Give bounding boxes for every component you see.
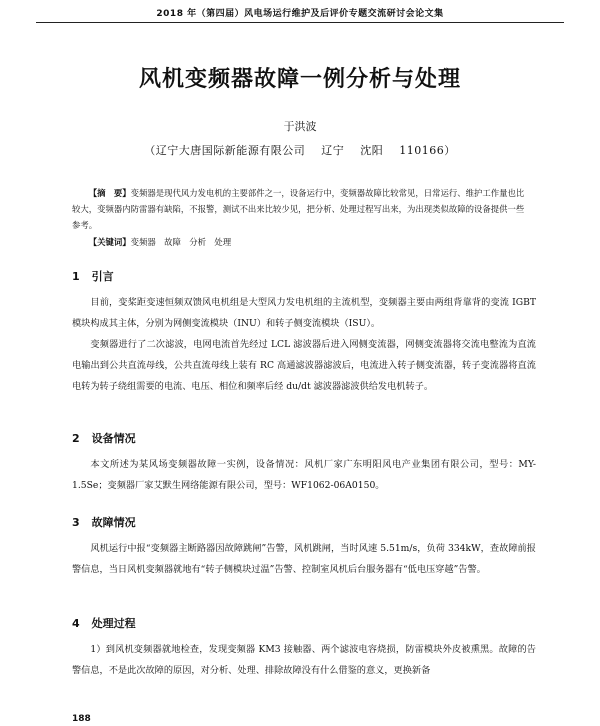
abstract-label: 【摘 要】 [88,188,131,198]
section-number: 3 [72,516,80,529]
paragraph: 1）到风机变频器就地检查，发现变频器 KM3 接触器、两个滤波电容烧损，防雷模块外皮被熏黑。故障的告警信息，不是此次故障的原因，对分析、处理、排除故障没有什么借鉴的意义，更换新备 [72,644,536,676]
keywords-text: 变频器 故障 分析 处理 [130,237,232,247]
paragraph: 目前，变桨距变速恒频双馈风电机组是大型风力发电机组的主流机型，变频器主要由两组背靠背的变流 IGBT 模块构成其主体，分别为网侧变流模块（INU）和转子侧变流模块（ISU）。 [72,297,536,329]
keywords [72,236,528,248]
paper-title: 风机变频器故障一例分析与处理 [138,67,461,92]
section-title: 设备情况 [91,432,136,445]
paragraph: 风机运行中报“变频器主断路器因故障跳闸”告警，风机跳闸，当时风速 5.51m/s，负荷 334kW，查故障前报警信息，当日风机变频器就地有“转子侧模块过温”告警、控制室风机后台服务器有“低电压穿越”告警。 [72,543,536,575]
section-heading [72,268,114,284]
section-title: 引言 [91,270,114,283]
section-number: 1 [72,270,80,283]
abstract-text: 变频器是现代风力发电机的主要部件之一，设备运行中，变频器故障比较常见，日常运行、维护工作量也比较大，变频器内防雷器有缺陷，不报警，测试不出来比较少见，把分析、处理过程写出来，为出现类似故障的设备提供一些参考。 [72,188,525,230]
affiliation [0,142,600,158]
section-number: 2 [72,432,80,445]
section-heading [72,514,136,530]
affiliation-city: 沈阳 [360,144,384,157]
abstract [72,185,528,233]
paragraph: 本文所述为某风场变频器故障一实例，设备情况：风机厂家广东明阳风电产业集团有限公司，型号：MY-1.5Se；变频器厂家艾默生网络能源有限公司，型号：WF1062-06A0150。 [72,459,536,491]
running-header: 2018 年（第四届）风电场运行维护及后评价专题交流研讨会论文集 [36,6,564,23]
page-number: 188 [72,714,91,724]
section-heading [72,430,136,446]
affiliation-org: （辽宁大唐国际新能源有限公司 [144,144,306,157]
author-name: 于洪波 [283,120,317,133]
keywords-label: 【关键词】 [88,237,131,247]
affiliation-province: 辽宁 [321,144,345,157]
paragraph: 变频器进行了二次滤波，电网电流首先经过 LCL 滤波器后进入网侧变流器，网侧变流器将交流电整流为直流电输出到公共直流母线，公共直流母线上装有 RC 高通滤波器滤波后，电流进入转子侧变流器，转子变流器将直流电转为转子绕组需要的电流、电压、相位和频率后经 du/dt 滤波器滤波供给发电机转子。 [72,339,536,392]
section-title: 处理过程 [91,617,136,630]
section-title: 故障情况 [91,516,136,529]
section-number: 4 [72,617,80,630]
affiliation-postcode: 110166） [399,144,456,157]
section-heading [72,615,136,631]
